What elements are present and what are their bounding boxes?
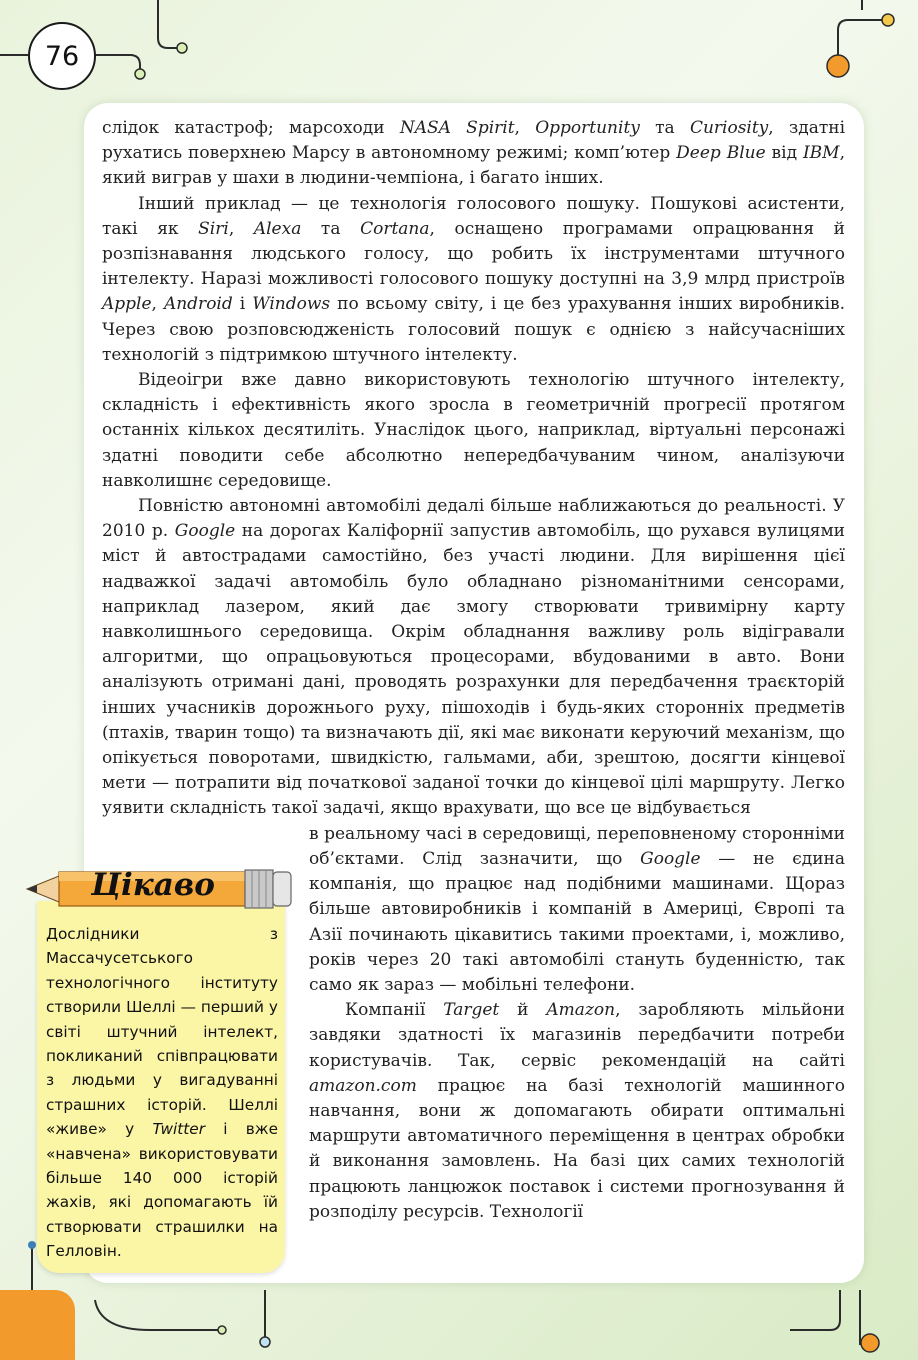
text-run: і вже «навчена» використовувати більше 140 000 історій жахів, які допомагають їй створювати страшилки на Гелловін. [46,1120,278,1261]
page-number: 76 [28,22,96,90]
text-run: — не єдина компанія, що працює над подібними машинами. Щораз більше автовиробників і компаній в Америці, Європі та Азії починають цікавитись такими проектами, і, можливо, років через 20 такі автомобілі стануть буденністю, так само як зараз — мобільні телефони. [309,848,845,995]
text-run: працює на базі технологій машинного навчання, вони ж допомагають обирати оптимальні маршрути автоматичного переміщення в центрах обробки й виконання замовлень. На базі цих самих технологій працюють ланцюжок поставок і системи прогнозування й розподілу ресурсів. Технології [309,1075,845,1222]
italic-term: Google [174,521,236,542]
italic-term: Target [443,1000,500,1021]
text-run: по всьому світу, і це без урахування інших виробників. Через свою розповсюдженість голосовий пошук є однією з найсучасніших технологій з підтримкою штучного інтелекту. [102,294,845,365]
italic-term: Opportunity [535,118,640,138]
text-run: Компанії [345,1000,444,1021]
text-run: , оснащено програмами опрацювання й розпізнавання людського голосу, що робить їх інструментами штучного інтелекту. Наразі можливості голосового пошуку доступні на 3,9 млрд пристроїв [102,218,845,290]
text-run: на дорогах Каліфорнії запустив автомобіль, що рухався вулицями міст й автострадами самостійно, без участі людини. Для вирішення цієї надважкої задачі автомобіль було обладнано різноманітними сенсорами, наприклад лазером, який дає змогу створювати тривимірну карту навколишнього середовища. Окрім обладнання важливу роль відігравали алгоритми, що опрацьовуються процесорами, вбудованими в авто. Вони аналізують отримані дані, проводять розрахунки для передбачення траєкторій інших учасників дорожнього руху, пішоходів і будь-яких сторонніх предметів (птахів, тварин тощо) та визначають дії, які має виконати керуючий механізм, що опікується поворотами, швидкістю, гальмами, аби, зрештою, досягти кінцевої мети — потрапити від початкової заданої точки до кінцевої цілі маршруту. Легко уявити складність такої задачі, якщо врахувати, що все це відбувається [102,521,845,819]
paragraph [102,192,845,368]
text-run: Повністю автономні автомобілі дедалі більше наближаються до реальності. У 2010 р. [102,496,845,542]
italic-term: Android [163,294,233,315]
italic-term: Deep Blue [676,143,766,164]
fun-fact-title: Цікаво [91,867,215,903]
text-run: Відеоігри вже давно використовують технологію штучного інтелекту, складність і ефективність якого зросла в геометричній прогресії протягом останніх кількох десятиліть. Унаслідок цього, наприклад, віртуальні персонажі здатні поводити себе абсолютно непередбачуваним чином, аналізуючи навколишнє середовище. [102,370,845,491]
paragraph [102,116,845,192]
text-run: , [151,294,164,315]
text-run: слідок катастроф; марсоходи [102,118,400,138]
text-run: та [639,118,690,138]
text-run: Дослідники з Массачусетського технологічного інституту створили Шеллі — перший у світі штучний інтелект, покликаний співпрацювати з людьми у вигадуванні страшних історій. Шеллі «живе» у [46,925,278,1139]
text-run: в реальному часі в середовищі, переповненому сторонніми об’єктами. Слід зазначити, що [309,823,845,869]
text-run: , заробляють мільйони завдяки здатності їх магазинів передбачити потреби користувачів. Так, сервіс рекомендацій на сайті [309,1000,845,1071]
italic-term: amazon.com [309,1075,417,1096]
text-run: Інший приклад — це технологія голосового пошуку. Пошукові асистенти, такі як [102,193,845,239]
italic-term: Cortana [360,218,430,239]
italic-term: IBM [802,143,840,164]
italic-term: Alexa [253,218,302,239]
fun-fact-text [46,922,278,1264]
italic-term: Windows [252,294,331,315]
italic-term: Curiosity [689,118,769,138]
text-run: й [499,1000,547,1021]
italic-term: Siri [198,218,229,239]
italic-term: NASA Spirit [399,118,515,138]
text-run: від [765,143,803,164]
text-run: , здатні рухатись поверхнею Марсу в автономному режимі; комп’ютер [102,118,846,164]
text-run: , [514,118,536,138]
paragraph [102,494,845,822]
italic-term: Google [640,848,701,869]
italic-term: Apple [102,294,152,315]
text-run: , [228,218,254,239]
corner-tab [0,1290,75,1360]
text-run: та [301,218,361,239]
text-run: , який виграв у шахи в людини-чемпіона, і багато інших. [102,143,845,189]
italic-term: Twitter [152,1120,206,1139]
text-run: і [232,294,253,315]
italic-term: Amazon [546,1000,616,1021]
paragraph [102,368,845,494]
